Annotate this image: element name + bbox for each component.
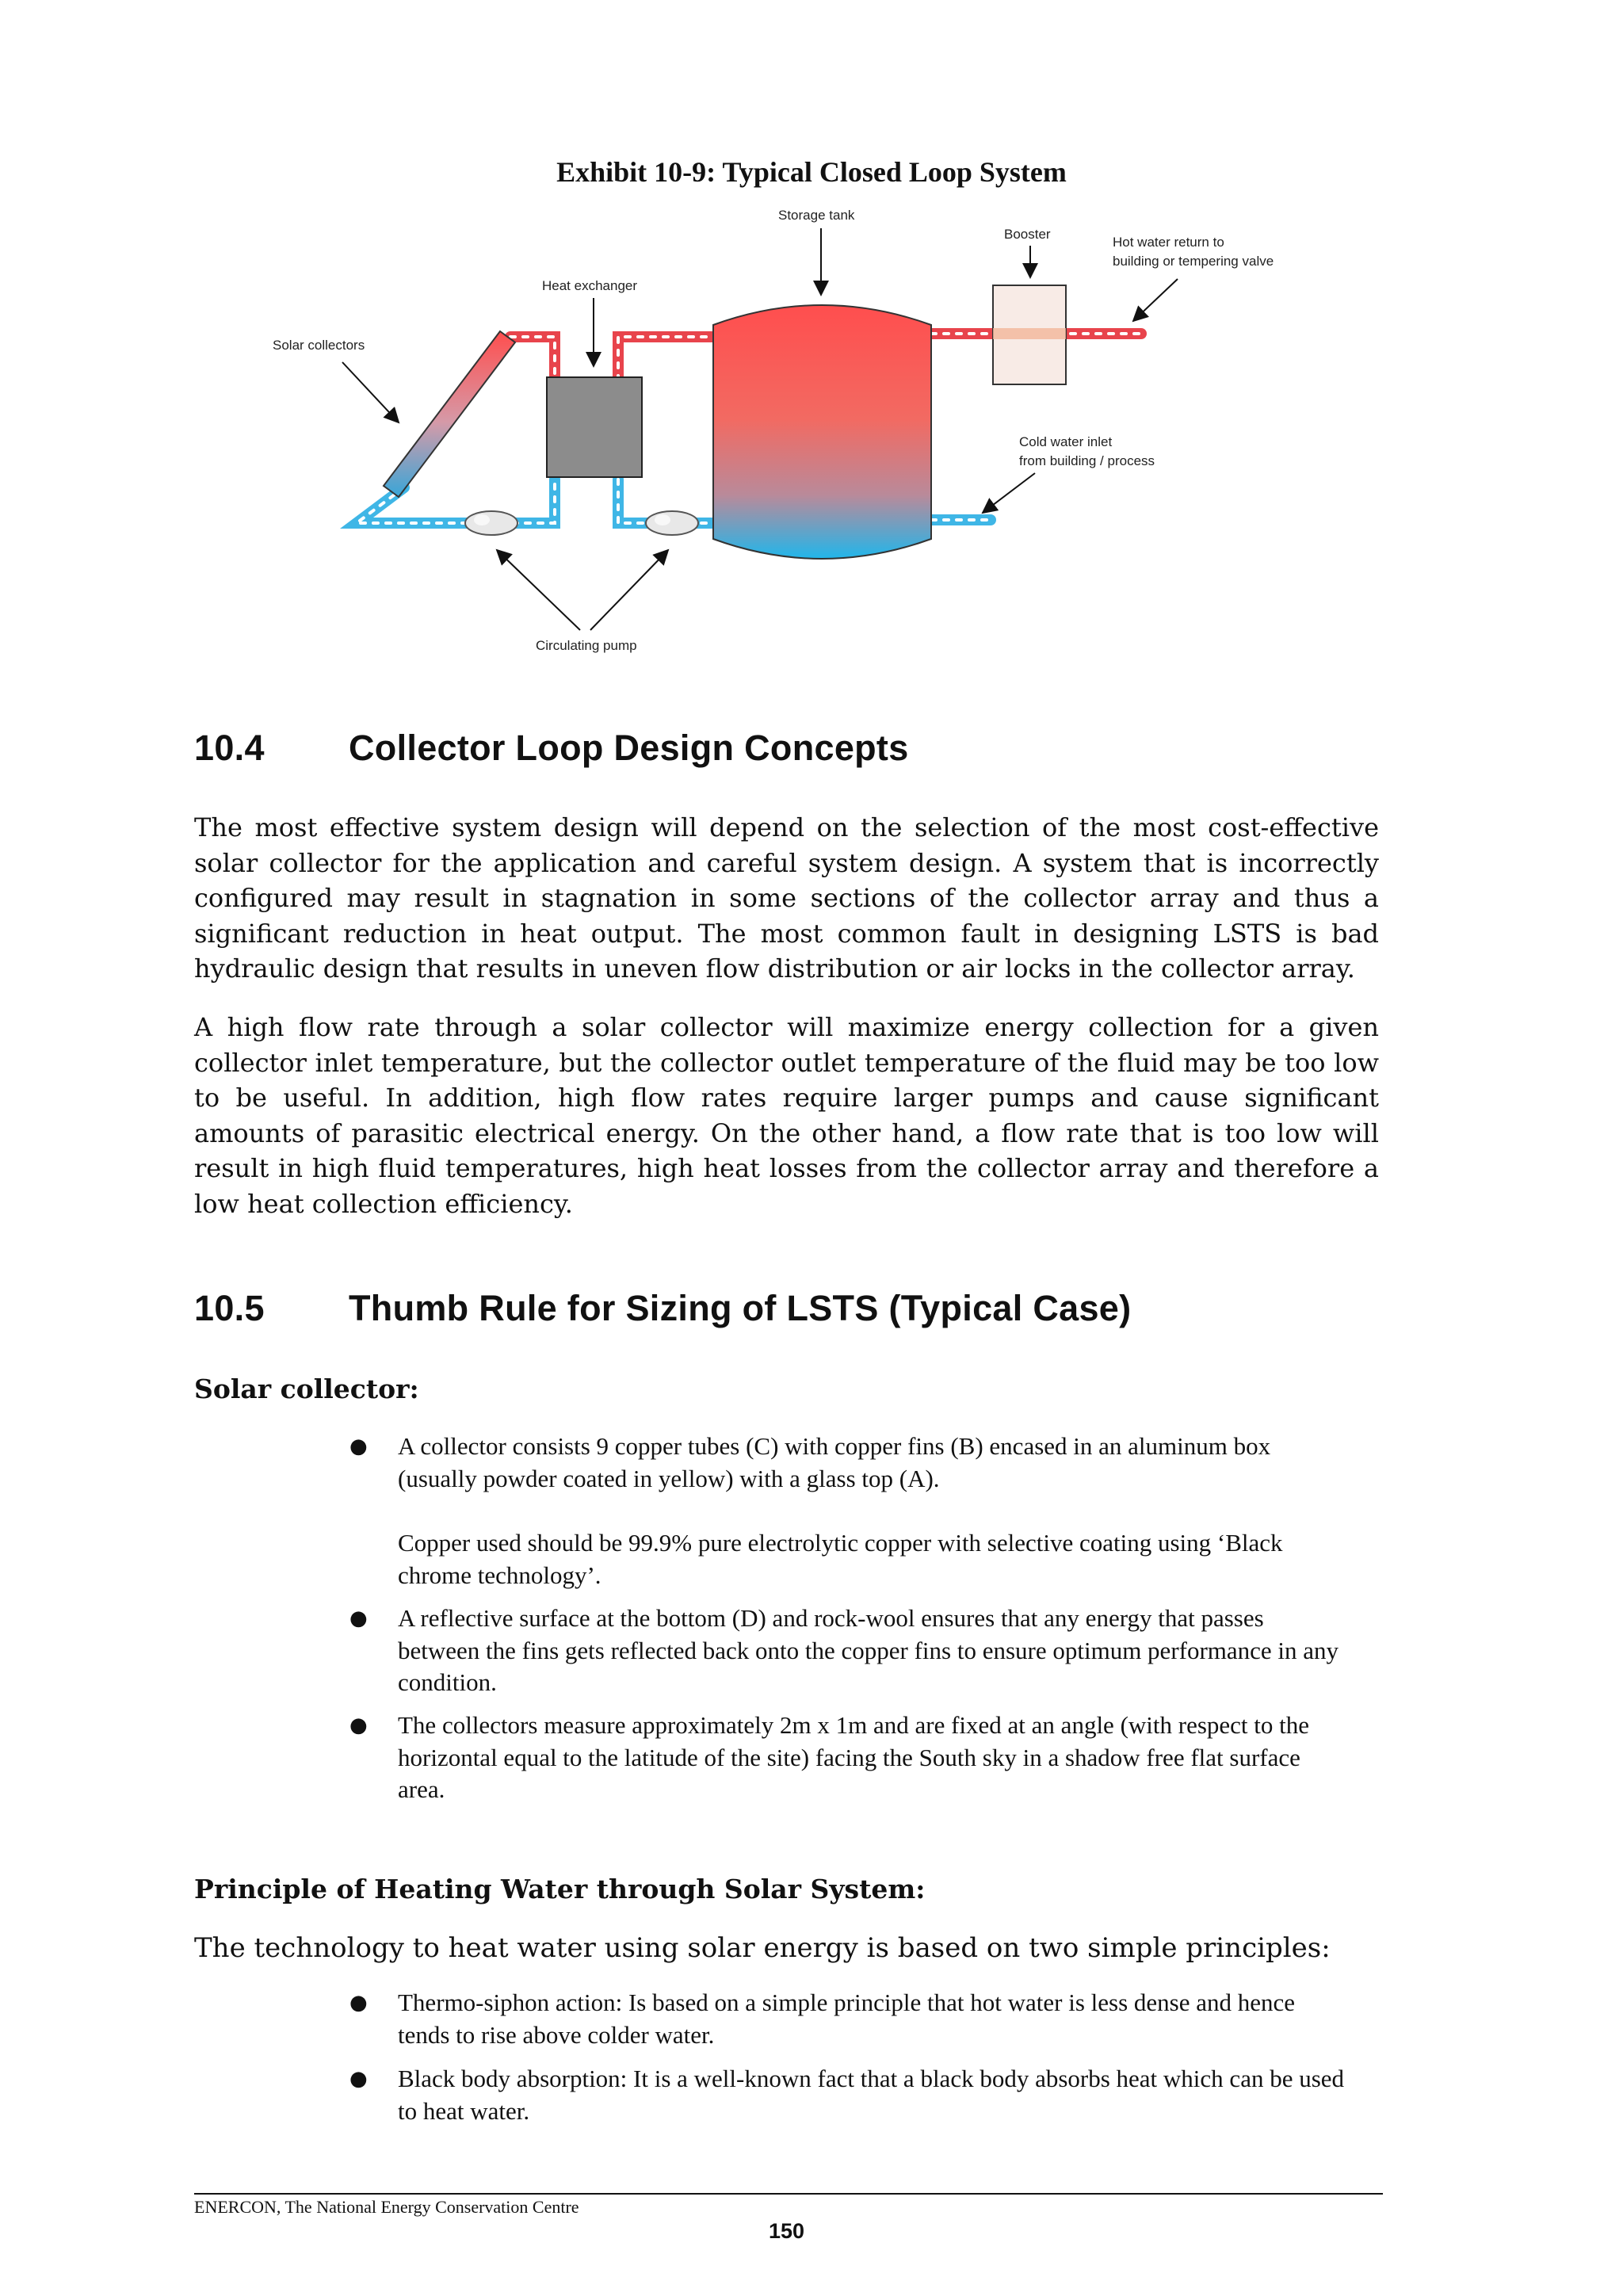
bullet-text: Thermo-siphon action: Is based on a simple principle that hot water is less dense and hence tends to rise above colder water. <box>398 1988 1296 2049</box>
label-cold-water-line2: from building / process <box>1019 453 1155 468</box>
section-number: 10.4 <box>194 728 265 768</box>
section-title: Thumb Rule for Sizing of LSTS (Typical Case) <box>349 1288 1132 1328</box>
bullet-text: Black body absorption: It is a well-known fact that a black body absorbs heat which can be used to heat water. <box>398 2065 1345 2125</box>
solar-collector <box>384 331 515 497</box>
paragraph-design: The most effective system design will depend on the selection of the most cost-effective solar collector for the application and careful system design. A system that is incorrectly configured may result in stagnation in some sections of the collector array and thus a significant reduction in heat output. The most common fault in designing LSTS is bad hydraulic design that results in uneven flow distribution or air locks in the collector array. <box>194 812 1379 984</box>
copper-note: Copper used should be 99.9% pure electrolytic copper with selective coating using ‘Black chrome technology’. <box>398 1529 1283 1589</box>
bullet-text: The collectors measure approximately 2m x 1m and are fixed at an angle (with respect to the horizontal equal to the latitude of the site) facing the South sky in a shadow free flat surface area. <box>398 1711 1310 1803</box>
footer-rule <box>194 2193 1383 2195</box>
circulating-pump-right <box>646 511 698 535</box>
page-number: 150 <box>768 2219 805 2243</box>
label-hot-water-line1: Hot water return to <box>1113 235 1224 250</box>
heat-exchanger <box>547 377 642 477</box>
section-10-5-heading <box>194 1288 1131 1329</box>
circulating-pump-left <box>465 511 517 535</box>
label-hot-water-line2: building or tempering valve <box>1113 254 1274 269</box>
solar-collector-heading: Solar collector: <box>194 1373 419 1404</box>
label-heat-exchanger: Heat exchanger <box>542 278 638 293</box>
booster <box>993 285 1066 384</box>
storage-tank <box>713 305 931 559</box>
label-solar-collectors: Solar collectors <box>273 338 365 353</box>
principle-intro: The technology to heat water using solar energy is based on two simple principles: <box>194 1932 1331 1964</box>
paragraph-flow-rate: A high flow rate through a solar collector will maximize energy collection for a given collector inlet temperature, but the collector outlet temperature of the fluid may be too low to be useful. In addition, high flow rates require larger pumps and cause significant amounts of parasitic electrical energy. On the other hand, a flow rate that is too low will result in high fluid temperatures, high heat losses from the collector array and therefore a low heat collection efficiency. <box>194 1012 1379 1219</box>
bullet-text: A reflective surface at the bottom (D) and rock-wool ensures that any energy that passes between the fins gets reflected back onto the copper fins to ensure optimum performance in any condition. <box>398 1604 1339 1696</box>
bullet-dot: ● <box>349 2067 368 2091</box>
section-10-4-heading <box>194 728 909 769</box>
bullet-text: A collector consists 9 copper tubes (C) with copper fins (B) encased in an aluminum box (usually powder coated in yellow) with a glass top (A). <box>398 1432 1271 1492</box>
principle-heading: Principle of Heating Water through Solar System: <box>194 1874 926 1904</box>
label-cold-water-line1: Cold water inlet <box>1019 434 1113 449</box>
bullet-dot: ● <box>349 1606 368 1630</box>
closed-loop-diagram <box>238 202 1347 674</box>
label-booster: Booster <box>1004 227 1051 242</box>
label-storage-tank: Storage tank <box>778 208 855 223</box>
bullet-dot: ● <box>349 1435 368 1458</box>
label-circulating-pump: Circulating pump <box>536 638 637 653</box>
section-number: 10.5 <box>194 1288 265 1328</box>
footer-organization: ENERCON, The National Energy Conservation Centre <box>194 2197 579 2217</box>
exhibit-title: Exhibit 10-9: Typical Closed Loop System <box>556 156 1067 188</box>
section-title: Collector Loop Design Concepts <box>349 728 909 768</box>
bullet-dot: ● <box>349 1713 368 1737</box>
bullet-dot: ● <box>349 1991 368 2015</box>
